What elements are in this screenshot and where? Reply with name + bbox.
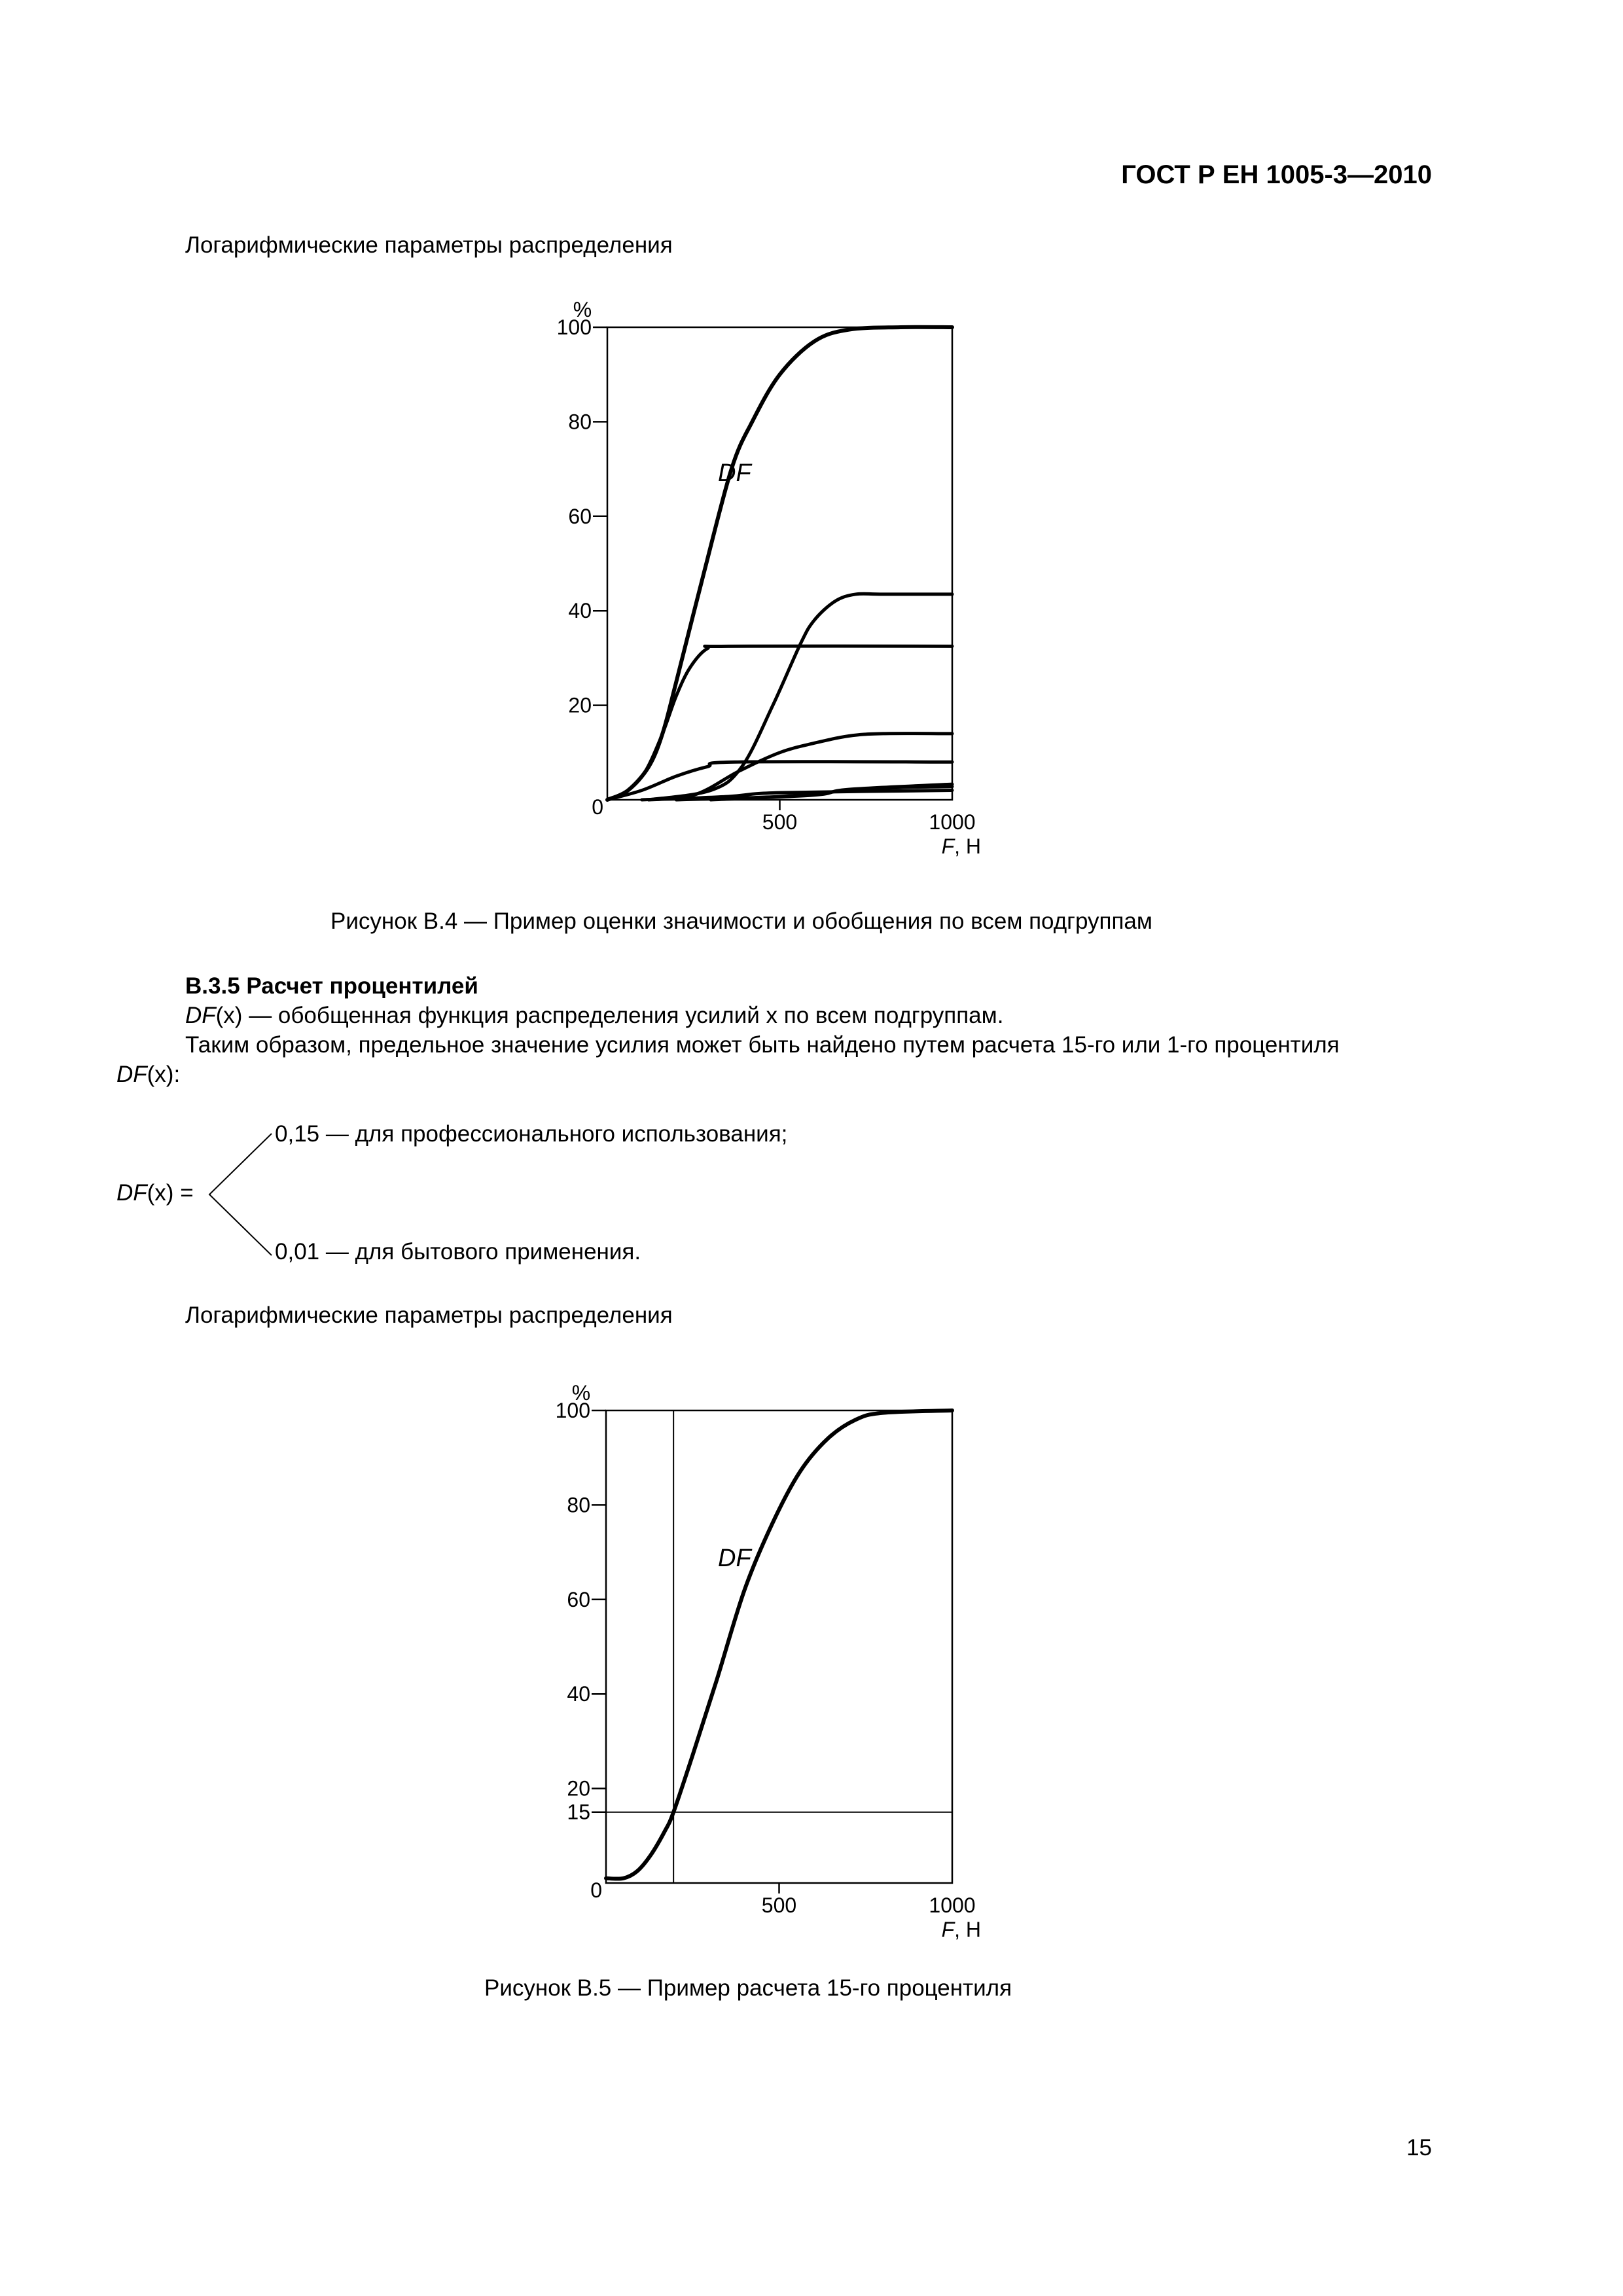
definition-text: (x) — обобщенная функция распределения усилий x по всем подгруппам. — [215, 1003, 1004, 1028]
formula-lhs-text: (x) = — [147, 1180, 194, 1206]
figure-b5-caption: Рисунок В.5 — Пример расчета 15-го процентиля — [484, 1975, 1012, 2001]
curve-label: DF — [718, 1545, 751, 1572]
paragraph-end-text: (x): — [147, 1062, 181, 1087]
standard-header: ГОСТ Р ЕН 1005-3—2010 — [1121, 160, 1432, 189]
y-tick-label: 0 — [592, 795, 603, 819]
y-tick-label: 20 — [568, 693, 592, 717]
series-line-1 — [607, 327, 952, 800]
y-tick-label: 40 — [567, 1682, 590, 1706]
y-tick-label: 0 — [590, 1878, 602, 1902]
x-tick-label: 1000 — [929, 1893, 976, 1917]
y-tick-label: 40 — [568, 599, 592, 623]
x-axis-label: F, Н — [941, 1918, 981, 1941]
y-tick-label: 60 — [567, 1587, 590, 1611]
figure-b5-chart — [524, 1365, 1034, 1986]
y-tick-label: 100 — [555, 1399, 590, 1422]
x-tick-label: 1000 — [929, 810, 976, 834]
section-heading — [185, 973, 478, 999]
curve-label: DF — [718, 459, 751, 487]
y-tick-label: 80 — [568, 410, 592, 434]
y-axis-label: % — [573, 298, 592, 321]
df-symbol: DF — [185, 1003, 216, 1028]
df-symbol: DF — [116, 1180, 147, 1206]
y-tick-label: 60 — [568, 504, 592, 528]
figure-b4-chart — [524, 281, 1034, 890]
formula-option-lower: 0,01 — для бытового применения. — [275, 1239, 641, 1265]
y-tick-label: 80 — [567, 1493, 590, 1517]
df-symbol: DF — [116, 1062, 147, 1087]
series-line-1 — [606, 1410, 952, 1879]
y-tick-label: 20 — [567, 1776, 590, 1801]
series-line-2 — [607, 646, 952, 800]
plot-frame — [607, 327, 952, 800]
section-heading-text: В.3.5 Расчет процентилей — [185, 973, 478, 999]
formula-lhs — [116, 1180, 194, 1206]
section-caption-1: Логарифмические параметры распределения — [185, 232, 673, 258]
y-axis-label: % — [571, 1381, 591, 1405]
paragraph-line: Таким образом, предельное значение усилия может быть найдено путем расчета 15-го или 1-го процентиля — [185, 1032, 1340, 1058]
formula-brace — [200, 1126, 278, 1270]
definition-line — [185, 1003, 1003, 1029]
page-number: 15 — [1406, 2135, 1432, 2161]
paragraph-line-end — [116, 1062, 180, 1088]
y-tick-label: 15 — [567, 1800, 590, 1824]
x-tick-label: 500 — [761, 1893, 797, 1917]
y-tick-label: 100 — [556, 315, 592, 339]
x-tick-label: 500 — [762, 810, 798, 834]
figure-b4-caption: Рисунок В.4 — Пример оценки значимости и обобщения по всем подгруппам — [330, 908, 1152, 934]
formula-option-upper: 0,15 — для профессионального использования; — [275, 1121, 788, 1147]
section-caption-2: Логарифмические параметры распределения — [185, 1302, 673, 1328]
x-axis-label: F, Н — [941, 834, 981, 858]
